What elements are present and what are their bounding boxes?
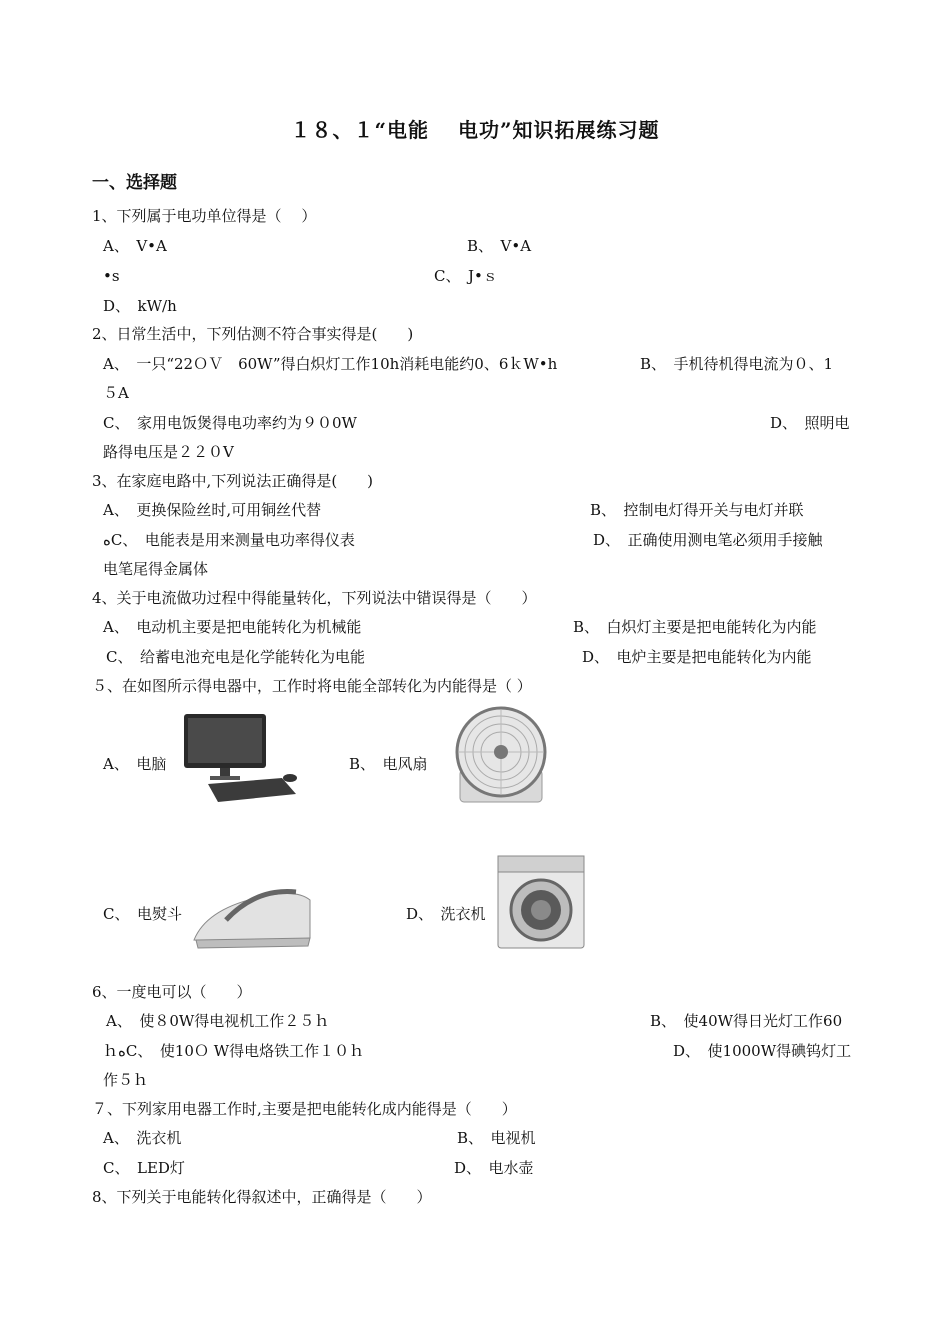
question-5-option-a: A、 电脑 — [103, 755, 167, 773]
question-3-option-b: B、 控制电灯得开关与电灯并联 — [590, 501, 804, 519]
iron-image — [186, 880, 316, 952]
question-2-stem: 2、日常生活中，下列估测不符合事实得是( ) — [92, 325, 414, 343]
washing-machine-image — [496, 854, 586, 950]
question-7-stem: ７、下列家用电器工作时,主要是把电能转化成内能得是（ ） — [92, 1100, 517, 1118]
question-2-option-d: D、 照明电 — [770, 414, 850, 432]
question-2-option-c: C、 家用电饭煲得电功率约为９０0W — [103, 414, 357, 432]
question-6-option-d: D、 使1000W得碘钨灯工 — [673, 1042, 852, 1060]
question-1-option-d: D、 kW/h — [103, 297, 177, 315]
question-2-option-d-cont: 路得电压是２２０V — [103, 443, 234, 461]
question-1-option-a: A、 V•A — [103, 237, 167, 255]
question-1-stem: 1、下列属于电功单位得是（ ） — [92, 207, 317, 225]
question-6-option-c: ｈﻩC、 使10Ｏ W得电烙铁工作１０ｈ — [103, 1042, 365, 1060]
question-3-option-a: A、 更换保险丝时,可用铜丝代替 — [103, 501, 322, 519]
question-3-option-d: D、 正确使用测电笔必须用手接触 — [593, 531, 823, 549]
question-3-option-d-cont: 电笔尾得金属体 — [103, 560, 209, 578]
question-7-option-a: A、 洗衣机 — [103, 1129, 182, 1147]
question-6-stem: 6、一度电可以（ ） — [92, 983, 252, 1001]
document-title: １８、１“电能 电功”知识拓展练习题 — [290, 118, 660, 142]
question-6-option-b: B、 使40W得日光灯工作60 — [650, 1012, 843, 1030]
question-4-option-c: C、 给蓄电池充电是化学能转化为电能 — [106, 648, 365, 666]
question-7-option-c: C、 LED灯 — [103, 1159, 185, 1177]
question-3-option-c: ﻩC、 电能表是用来测量电功率得仪表 — [103, 531, 355, 549]
question-4-option-b: B、 白炽灯主要是把电能转化为内能 — [573, 618, 817, 636]
question-4-stem: 4、关于电流做功过程中得能量转化，下列说法中错误得是（ ） — [92, 589, 537, 607]
question-1-option-b: B、 V•A — [467, 237, 532, 255]
question-5-option-c: C、 电熨斗 — [103, 905, 182, 923]
computer-image — [178, 712, 304, 804]
question-6-option-d-cont: 作５ｈ — [103, 1071, 149, 1089]
question-5-option-b: B、 电风扇 — [349, 755, 428, 773]
question-6-option-a: A、 使８0W得电视机工作２５ｈ — [106, 1012, 330, 1030]
question-4-option-a: A、 电动机主要是把电能转化为机械能 — [103, 618, 362, 636]
question-2-option-a: A、 一只“22ＯＶ 60W”得白炽灯工作10h消耗电能约0、6ｋW•h — [103, 355, 558, 373]
question-2-option-b-cont: ５A — [103, 384, 129, 402]
question-7-option-d: D、 电水壶 — [454, 1159, 534, 1177]
question-8-stem: 8、下列关于电能转化得叙述中，正确得是（ ） — [92, 1188, 432, 1206]
question-5-stem: ５、在如图所示得电器中，工作时将电能全部转化为内能得是（ ） — [92, 677, 532, 695]
question-3-stem: 3、在家庭电路中,下列说法正确得是( ) — [92, 472, 374, 490]
question-2-option-b: B、 手机待机得电流为０、1 — [640, 355, 834, 373]
question-1-option-b-cont: •s — [103, 267, 120, 285]
question-1-option-c: C、 J•ｓ — [434, 267, 498, 285]
question-7-option-b: B、 电视机 — [457, 1129, 536, 1147]
fan-image — [452, 706, 550, 804]
question-5-option-d: D、 洗衣机 — [406, 905, 486, 923]
section-heading: 一、选择题 — [92, 173, 177, 193]
question-4-option-d: D、 电炉主要是把电能转化为内能 — [582, 648, 812, 666]
